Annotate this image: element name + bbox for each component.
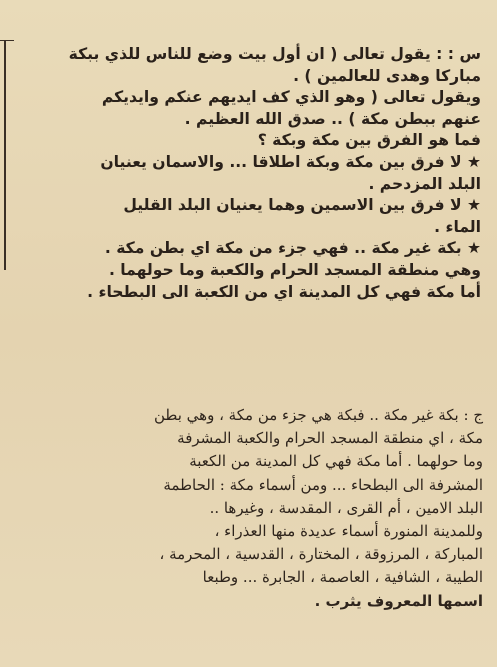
question-line: ويقول تعالى ( وهو الذي كف ايديهم عنكم وايديكم: [101, 88, 481, 107]
answer-line: وللمدينة المنورة أسماء عديدة منها العذراء ،: [214, 522, 483, 541]
option-line: ★ لا فرق بين مكة وبكة اطلاقا ... والاسمان يعنيان: [100, 152, 481, 171]
question-block: [13, 44, 481, 303]
answer-block: [9, 404, 483, 613]
answer-line: وما حولهما . أما مكة فهي كل المدينة من الكعبة: [189, 452, 483, 471]
option-line: ★ لا فرق بين الاسمين وهما يعنيان البلد القليل: [123, 196, 481, 215]
option-line: الماء .: [434, 217, 481, 236]
answer-line: ج : بكة غير مكة .. فبكة هي جزء من مكة ، وهي بطن: [153, 406, 483, 424]
question-line: س : : يقول تعالى ( ان أول بيت وضع للناس للذي ببكة: [68, 45, 481, 63]
question-line: فما هو الفرق بين مكة وبكة ؟: [257, 131, 481, 150]
vertical-rule: [4, 40, 6, 270]
question-line: عنهم ببطن مكة ) .. صدق الله العظيم .: [184, 109, 481, 128]
option-line: البلد المزدحم .: [368, 174, 481, 193]
corner-rule: [0, 40, 14, 41]
answer-line: مكة ، اي منطقة المسجد الحرام والكعبة المشرفة: [177, 429, 483, 448]
answer-line: المباركة ، المرزوقة ، المختارة ، القدسية ، المحرمة ،: [159, 545, 483, 564]
option-line: وهي منطقة المسجد الحرام والكعبة وما حولهما .: [108, 260, 481, 279]
option-line: أما مكة فهي كل المدينة اي من الكعبة الى البطحاء .: [87, 282, 481, 301]
option-line: ★ بكة غير مكة .. فهي جزء من مكة اي بطن مكة .: [104, 239, 481, 258]
answer-line: الطيبة ، الشافية ، العاصمة ، الجابرة ... وطبعا: [202, 568, 483, 587]
question-line: مباركا وهدى للعالمين ) .: [293, 66, 481, 85]
answer-line: البلد الامين ، أم القرى ، المقدسة ، وغيرها ..: [209, 498, 483, 517]
answer-line: اسمها المعروف يثرب .: [314, 591, 483, 610]
answer-line: المشرفة الى البطحاء ... ومن أسماء مكة : الحاطمة: [163, 475, 483, 494]
